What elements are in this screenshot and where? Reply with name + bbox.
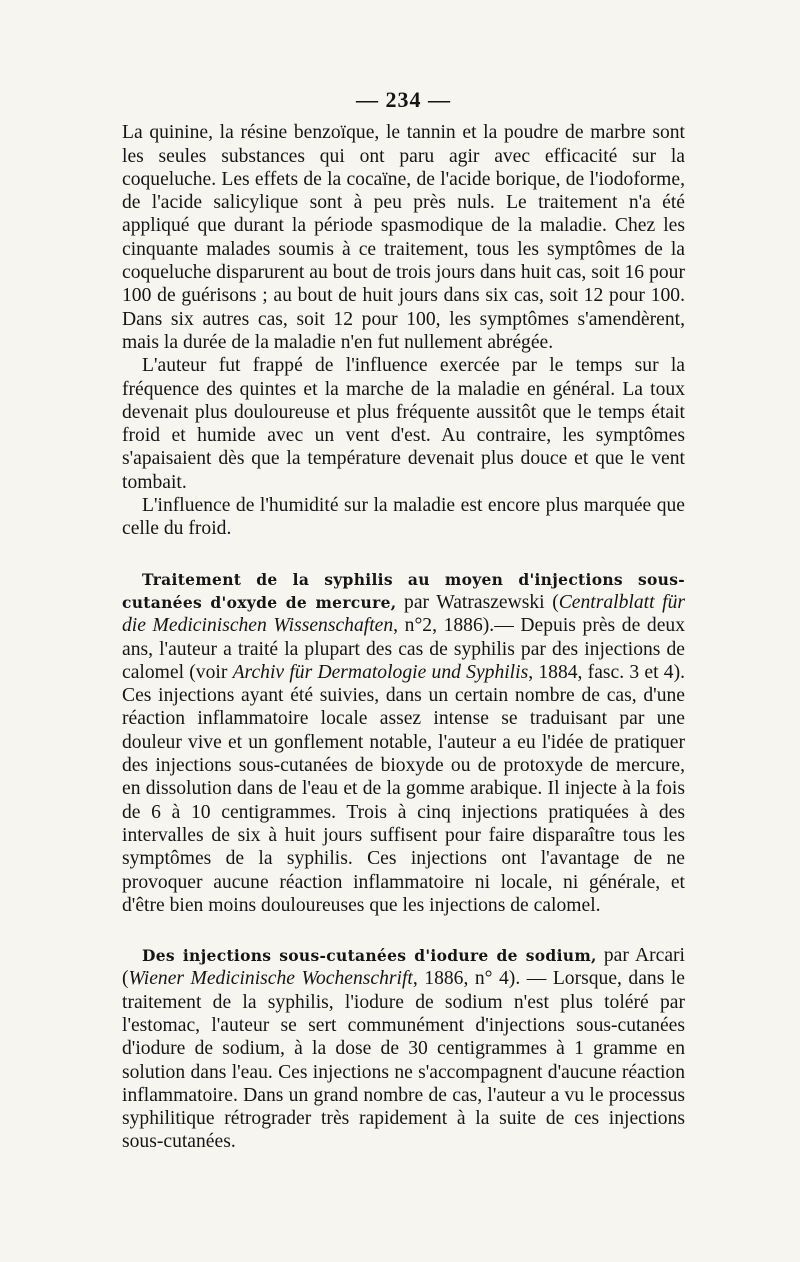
section-iodure-sodium bbox=[122, 944, 685, 1154]
section-heading: Traitement de la syphilis au moyen d'injections sous-cutanées d'oxyde de mercure, bbox=[122, 569, 685, 612]
section-body: , 1886, n° 4). — Lorsque, dans le traitement de la syphilis, l'iodure de sodium n'est plus toléré par l'estomac, l'auteur se sert communément d'injections sous-cutanées d'iodure de sodium, à la dose de 30 centigrammes à 1 gramme en solution dans l'eau. Ces injections ne s'accompagnent d'aucune réaction inflammatoire. Dans un grand nombre de cas, l'auteur a vu le processus syphilitique rétrograder très rapidement à la suite de ces injections sous-cutanées. bbox=[122, 968, 685, 1153]
section-spacer bbox=[122, 917, 685, 944]
journal-title: Centralblatt für die Medicinischen Wissenschaften bbox=[122, 591, 685, 637]
section-heading: Des injections sous-cutanées d'iodure de sodium, bbox=[142, 946, 597, 966]
paragraph-humidity: L'influence de l'humidité sur la maladie est encore plus marquée que celle du froid. bbox=[122, 495, 685, 540]
page-number: — 234 — bbox=[356, 87, 451, 112]
paragraph-weather: L'auteur fut frappé de l'influence exercée par le temps sur la fréquence des quintes et la marche de la maladie en général. La toux devenait plus douloureuse et plus fréquente aussitôt que le temps était froid et humide avec un vent d'est. Au contraire, les symptômes s'apaisaient dès que la température devenait plus douce et que le vent tombait. bbox=[122, 355, 685, 493]
section-author: par Arcari ( bbox=[122, 945, 685, 990]
section-spacer bbox=[122, 541, 685, 568]
section-syphilis-mercure bbox=[122, 568, 685, 917]
paragraph-quinine: La quinine, la résine benzoïque, le tannin et la poudre de marbre sont les seules substances qui ont paru agir avec efficacité sur la coqueluche. Les effets de la cocaïne, de l'acide borique, de l'iodoforme, de l'acide salicylique sont à peu près nuls. Le traitement n'a été appliqué que durant la période spasmodique de la maladie. Chez les cinquante malades soumis à ce traitement, tous les symptômes de la coqueluche disparurent au bout de trois jours dans huit cas, soit 16 pour 100 de guérisons ; au bout de huit jours dans six cas, soit 12 pour 100. Dans six autres cas, soit 12 pour 100, les symptômes s'amendèrent, mais la durée de la maladie n'en fut nullement abrégée. bbox=[122, 122, 685, 353]
section-body: , 1884, fasc. 3 et 4). Ces injections ayant été suivies, dans un certain nombre de cas, d'une réaction inflammatoire locale assez intense se traduisant par une douleur vive et un gonflement notable, l'auteur a eu l'idée de pratiquer des injections sous-cutanées de bioxyde ou de protoxyde de mercure, en dissolution dans de l'eau et de la gomme arabique. Il injecte à la fois de 6 à 10 centigrammes. Trois à cinq injections pratiquées à des intervalles de six à huit jours suffisent pour faire disparaître tous les symptômes de la syphilis. Ces injections ont l'avantage de ne provoquer aucune réaction inflammatoire ni locale, ni générale, et d'être bien moins douloureuses que les injections de calomel. bbox=[122, 661, 685, 916]
section-citation: , n°2, 1886).— Depuis près de deux ans, l'auteur a traité la plupart des cas de syphilis par des injections de calomel (voir bbox=[122, 615, 685, 683]
section-author: par Watraszewski ( bbox=[396, 591, 559, 613]
journal-reference: Archiv für Dermatologie und Syphilis bbox=[232, 661, 529, 683]
journal-title: Wiener Medicinische Wochenschrift bbox=[128, 968, 413, 990]
document-page bbox=[122, 88, 685, 1154]
